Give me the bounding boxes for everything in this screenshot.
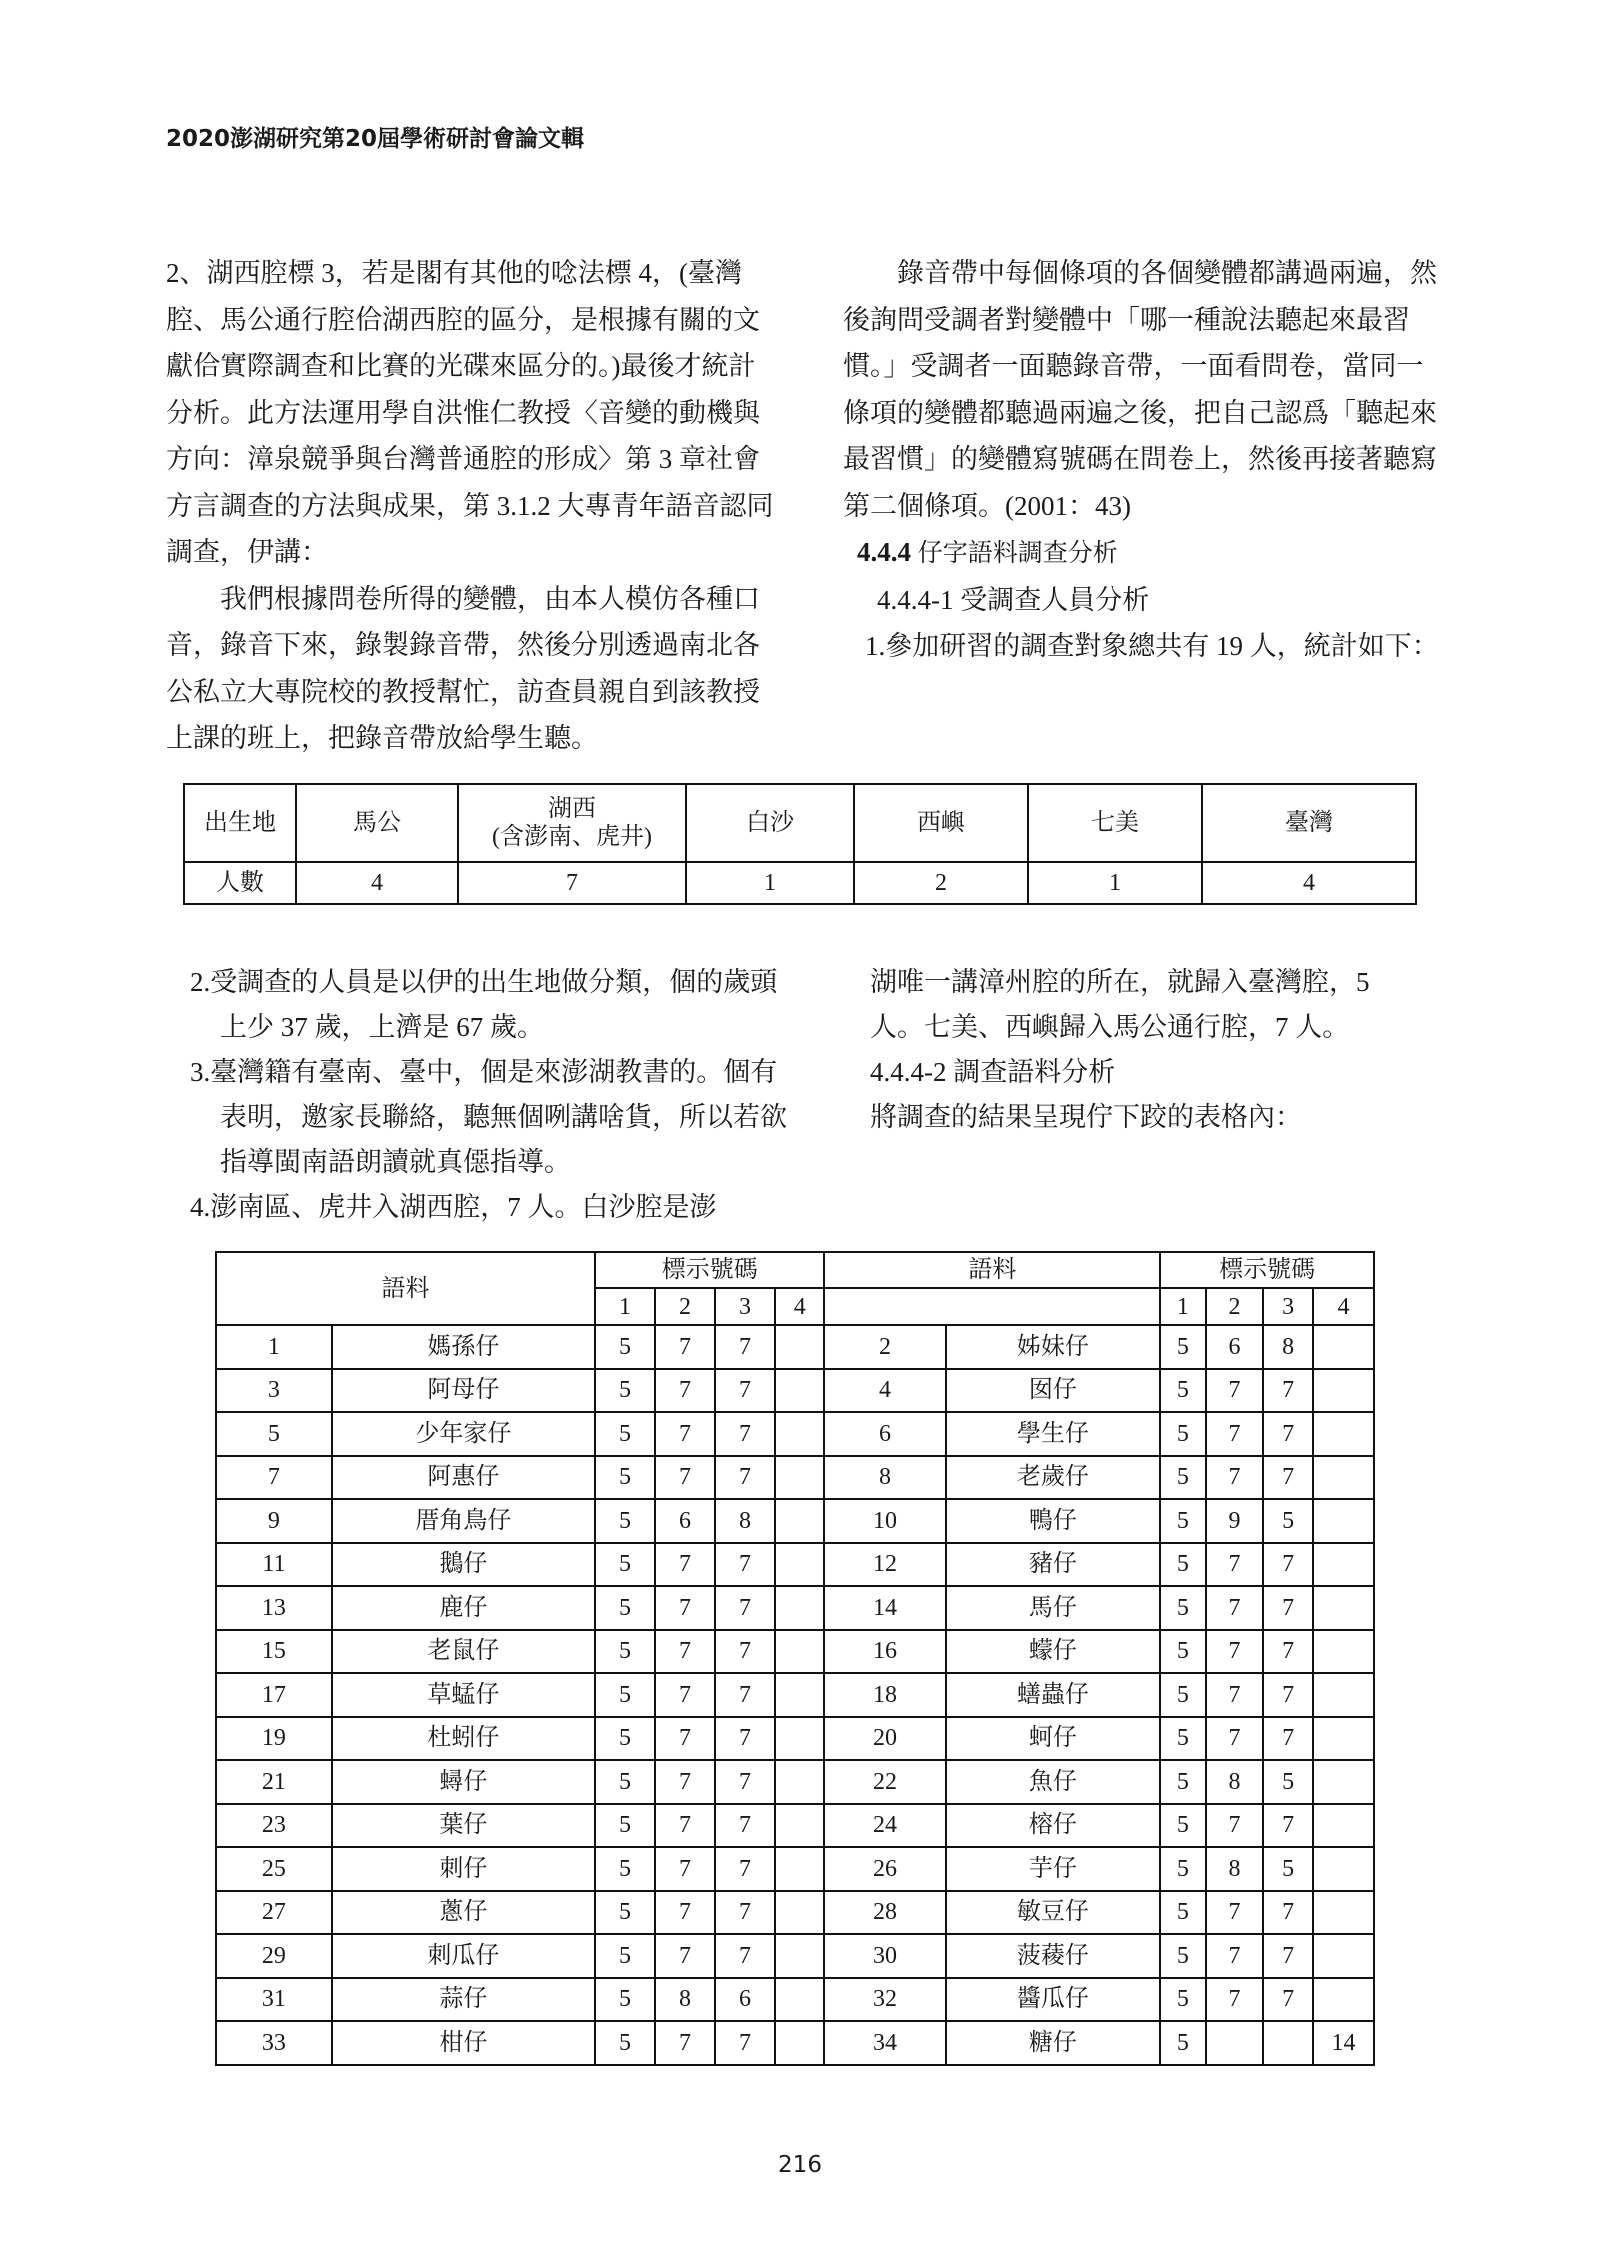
code-cell: 5 bbox=[1263, 1760, 1312, 1804]
item-word: 刺仔 bbox=[332, 1847, 595, 1891]
code-cell bbox=[1313, 1717, 1374, 1761]
item-word: 媽孫仔 bbox=[332, 1325, 595, 1369]
code-cell: 7 bbox=[715, 1717, 775, 1761]
table-row bbox=[216, 1543, 1374, 1587]
code-column-header: 3 bbox=[1263, 1288, 1312, 1325]
code-cell: 7 bbox=[1206, 1934, 1264, 1978]
code-cell bbox=[775, 1847, 824, 1891]
code-cell: 7 bbox=[655, 1891, 715, 1935]
paragraph-method: 2、湖西腔標 3，若是閣有其他的唸法標 4，(臺灣腔、馬公通行腔佮湖西腔的區分，是根據有關的文獻佮實際調查和比賽的光碟來區分的。)最後才統計分析。此方法運用學自洪惟仁教授〈音變的動機與方向：漳泉競爭與台灣普通腔的形成〉第 3 章社會方言調查的方法與成果，第 3.1.2 大專青年語音認同調查，伊講： bbox=[166, 258, 774, 567]
code-cell: 5 bbox=[1160, 1934, 1205, 1978]
code-cell: 7 bbox=[1263, 1978, 1312, 2022]
table-row bbox=[216, 2021, 1374, 2065]
code-cell: 5 bbox=[1160, 1586, 1205, 1630]
code-cell: 5 bbox=[1263, 1847, 1312, 1891]
item-number: 12 bbox=[824, 1543, 945, 1587]
item-word: 蟳仔 bbox=[332, 1760, 595, 1804]
item-word: 敏豆仔 bbox=[946, 1891, 1161, 1935]
item-number: 11 bbox=[216, 1543, 332, 1587]
count-cell: 1 bbox=[1028, 862, 1202, 904]
header-codes-left: 標示號碼 bbox=[595, 1252, 824, 1288]
code-cell bbox=[775, 1369, 824, 1413]
table-row bbox=[216, 1325, 1374, 1369]
table-row bbox=[216, 1717, 1374, 1761]
code-cell: 7 bbox=[655, 1586, 715, 1630]
code-cell: 8 bbox=[1206, 1760, 1264, 1804]
item-number: 29 bbox=[216, 1934, 332, 1978]
table-row bbox=[216, 1891, 1374, 1935]
left-column-top bbox=[166, 250, 778, 762]
place-name: 臺灣 bbox=[1285, 810, 1333, 836]
item-word: 少年家仔 bbox=[332, 1412, 595, 1456]
code-cell: 7 bbox=[715, 1673, 775, 1717]
item-number: 7 bbox=[216, 1456, 332, 1500]
item-word: 鹿仔 bbox=[332, 1586, 595, 1630]
code-cell: 5 bbox=[595, 1412, 655, 1456]
table-row bbox=[216, 1630, 1374, 1674]
row-label-birthplace: 出生地 bbox=[184, 784, 296, 862]
table-row bbox=[216, 1673, 1374, 1717]
code-cell: 7 bbox=[1263, 1412, 1312, 1456]
right-column-middle bbox=[870, 960, 1430, 1140]
code-cell bbox=[1263, 2021, 1312, 2065]
code-cell: 7 bbox=[655, 1934, 715, 1978]
item-word: 豬仔 bbox=[946, 1543, 1161, 1587]
code-cell: 7 bbox=[655, 1369, 715, 1413]
item-word: 鴨仔 bbox=[946, 1499, 1161, 1543]
place-name: 白沙 bbox=[746, 810, 794, 836]
code-cell: 7 bbox=[1263, 1891, 1312, 1935]
item-number: 5 bbox=[216, 1412, 332, 1456]
item-number: 28 bbox=[824, 1891, 945, 1935]
code-cell: 5 bbox=[1263, 1499, 1312, 1543]
code-cell: 7 bbox=[1206, 1369, 1264, 1413]
code-cell: 7 bbox=[715, 1847, 775, 1891]
item-number: 13 bbox=[216, 1586, 332, 1630]
code-cell: 7 bbox=[715, 1760, 775, 1804]
code-cell: 9 bbox=[1206, 1499, 1264, 1543]
code-cell: 5 bbox=[1160, 1804, 1205, 1848]
item-word: 草蜢仔 bbox=[332, 1673, 595, 1717]
count-row bbox=[184, 862, 1416, 904]
code-column-header: 4 bbox=[775, 1288, 824, 1325]
code-cell bbox=[1313, 1673, 1374, 1717]
table-row bbox=[216, 1847, 1374, 1891]
code-cell: 7 bbox=[655, 1543, 715, 1587]
code-cell: 8 bbox=[1263, 1325, 1312, 1369]
code-cell: 7 bbox=[1206, 1543, 1264, 1587]
code-cell: 7 bbox=[1206, 1456, 1264, 1500]
item-number: 24 bbox=[824, 1804, 945, 1848]
item-number: 32 bbox=[824, 1978, 945, 2022]
code-cell bbox=[775, 1499, 824, 1543]
code-cell: 7 bbox=[1206, 1804, 1264, 1848]
code-cell: 5 bbox=[595, 1760, 655, 1804]
count-cell: 4 bbox=[296, 862, 458, 904]
code-cell: 5 bbox=[595, 1499, 655, 1543]
item-word: 糖仔 bbox=[946, 2021, 1161, 2065]
corpus-table bbox=[215, 1251, 1375, 2066]
left-column-middle bbox=[190, 960, 790, 1230]
code-cell: 5 bbox=[595, 1978, 655, 2022]
code-cell bbox=[1313, 1630, 1374, 1674]
item-word: 芋仔 bbox=[946, 1847, 1161, 1891]
place-cell bbox=[1028, 784, 1202, 862]
code-cell bbox=[1313, 1325, 1374, 1369]
code-cell bbox=[775, 1717, 824, 1761]
quote-paragraph-2: 錄音帶中每個條項的各個變體都講過兩遍，然後詢問受調者對變體中「哪一種說法聽起來最習慣。」受調者一面聽錄音帶，一面看問卷，當同一條項的變體都聽過兩遍之後，把自己認爲「聽起來最習慣」的變體寫號碼在問卷上，然後再接著聽寫第二個條項。(2001：43) bbox=[843, 258, 1437, 521]
item-word: 蔥仔 bbox=[332, 1891, 595, 1935]
running-header: 2020澎湖研究第20屆學術研討會論文輯 bbox=[166, 126, 585, 152]
code-cell: 7 bbox=[1263, 1934, 1312, 1978]
birthplace-table bbox=[183, 783, 1417, 905]
item-number: 21 bbox=[216, 1760, 332, 1804]
code-cell: 7 bbox=[715, 1412, 775, 1456]
table-header-row bbox=[216, 1252, 1374, 1288]
code-cell: 7 bbox=[1263, 1630, 1312, 1674]
code-cell: 7 bbox=[655, 1847, 715, 1891]
item-number: 16 bbox=[824, 1630, 945, 1674]
code-cell: 5 bbox=[1160, 1630, 1205, 1674]
code-cell: 7 bbox=[715, 1543, 775, 1587]
code-cell: 5 bbox=[595, 1456, 655, 1500]
item-word: 蟮蟲仔 bbox=[946, 1673, 1161, 1717]
code-cell: 7 bbox=[715, 1369, 775, 1413]
code-cell: 6 bbox=[655, 1499, 715, 1543]
item-word: 刺瓜仔 bbox=[332, 1934, 595, 1978]
item-number: 30 bbox=[824, 1934, 945, 1978]
item-word: 學生仔 bbox=[946, 1412, 1161, 1456]
code-cell bbox=[1313, 1543, 1374, 1587]
item-number: 18 bbox=[824, 1673, 945, 1717]
item-number: 3 bbox=[216, 1369, 332, 1413]
code-column-header: 4 bbox=[1313, 1288, 1374, 1325]
item-number: 25 bbox=[216, 1847, 332, 1891]
right-column-top bbox=[843, 250, 1449, 670]
table-row bbox=[216, 1934, 1374, 1978]
code-cell: 7 bbox=[715, 1630, 775, 1674]
code-cell: 7 bbox=[1206, 1978, 1264, 2022]
place-name: 七美 bbox=[1091, 810, 1139, 836]
item-word: 姊妹仔 bbox=[946, 1325, 1161, 1369]
code-cell: 5 bbox=[1160, 1978, 1205, 2022]
code-cell: 7 bbox=[655, 1717, 715, 1761]
item-word: 馬仔 bbox=[946, 1586, 1161, 1630]
place-cell bbox=[458, 784, 686, 862]
code-cell bbox=[775, 1543, 824, 1587]
item-number: 26 bbox=[824, 1847, 945, 1891]
item-word: 柑仔 bbox=[332, 2021, 595, 2065]
code-cell: 7 bbox=[1206, 1586, 1264, 1630]
code-cell: 8 bbox=[715, 1499, 775, 1543]
item-number: 34 bbox=[824, 2021, 945, 2065]
code-cell: 5 bbox=[1160, 2021, 1205, 2065]
code-cell: 7 bbox=[655, 1630, 715, 1674]
table-row bbox=[216, 1499, 1374, 1543]
code-cell: 7 bbox=[655, 1456, 715, 1500]
code-cell: 5 bbox=[1160, 1847, 1205, 1891]
item-number: 31 bbox=[216, 1978, 332, 2022]
item-number: 4 bbox=[824, 1369, 945, 1413]
code-cell: 7 bbox=[655, 2021, 715, 2065]
code-cell bbox=[775, 1325, 824, 1369]
item-number: 6 bbox=[824, 1412, 945, 1456]
section-number: 4.4.4 bbox=[857, 537, 911, 567]
item-number: 33 bbox=[216, 2021, 332, 2065]
subsection-heading-2: 4.4.4-2 調查語料分析 bbox=[870, 1057, 1116, 1087]
code-cell: 7 bbox=[655, 1673, 715, 1717]
table-row bbox=[216, 1804, 1374, 1848]
item-word: 老鼠仔 bbox=[332, 1630, 595, 1674]
code-cell: 7 bbox=[715, 2021, 775, 2065]
table-row bbox=[216, 1978, 1374, 2022]
code-cell bbox=[1206, 2021, 1264, 2065]
row-label-count: 人數 bbox=[184, 862, 296, 904]
code-cell: 7 bbox=[655, 1760, 715, 1804]
code-cell: 7 bbox=[1263, 1673, 1312, 1717]
code-cell: 7 bbox=[1206, 1717, 1264, 1761]
item-number: 9 bbox=[216, 1499, 332, 1543]
code-cell: 5 bbox=[595, 1543, 655, 1587]
code-cell bbox=[1313, 1586, 1374, 1630]
item-number: 15 bbox=[216, 1630, 332, 1674]
code-cell: 7 bbox=[1263, 1456, 1312, 1500]
place-cell bbox=[854, 784, 1028, 862]
code-cell: 7 bbox=[1263, 1543, 1312, 1587]
code-cell bbox=[775, 1760, 824, 1804]
item-number: 19 bbox=[216, 1717, 332, 1761]
code-cell bbox=[775, 1891, 824, 1935]
item-number: 14 bbox=[824, 1586, 945, 1630]
code-cell: 5 bbox=[595, 2021, 655, 2065]
blank-subheader bbox=[824, 1288, 1160, 1325]
code-cell bbox=[775, 1412, 824, 1456]
item-word: 杜蚓仔 bbox=[332, 1717, 595, 1761]
code-cell bbox=[775, 2021, 824, 2065]
code-column-header: 1 bbox=[595, 1288, 655, 1325]
code-cell: 5 bbox=[595, 1934, 655, 1978]
item-word: 葉仔 bbox=[332, 1804, 595, 1848]
code-cell: 7 bbox=[715, 1804, 775, 1848]
code-cell: 5 bbox=[1160, 1412, 1205, 1456]
place-cell bbox=[296, 784, 458, 862]
list-item-2: 2.受調查的人員是以伊的出生地做分類，個的歲頭上少 37 歲，上濟是 67 歲。 bbox=[190, 967, 778, 1042]
header-corpus-left: 語料 bbox=[216, 1252, 595, 1325]
code-cell: 5 bbox=[595, 1586, 655, 1630]
code-column-header: 2 bbox=[1206, 1288, 1264, 1325]
table-row bbox=[216, 1412, 1374, 1456]
code-cell bbox=[775, 1586, 824, 1630]
code-cell: 5 bbox=[595, 1847, 655, 1891]
quote-paragraph-1: 我們根據問卷所得的變體，由本人模仿各種口音，錄音下來，錄製錄音帶，然後分別透過南北各公私立大專院校的教授幫忙，訪查員親自到該教授上課的班上，把錄音帶放給學生聽。 bbox=[166, 583, 760, 753]
item-word: 蒜仔 bbox=[332, 1978, 595, 2022]
code-cell: 5 bbox=[1160, 1543, 1205, 1587]
item-word: 魚仔 bbox=[946, 1760, 1161, 1804]
table-row bbox=[216, 1456, 1374, 1500]
code-cell bbox=[1313, 1412, 1374, 1456]
item-word: 厝角鳥仔 bbox=[332, 1499, 595, 1543]
code-cell: 5 bbox=[1160, 1369, 1205, 1413]
count-cell: 4 bbox=[1202, 862, 1416, 904]
code-cell: 7 bbox=[655, 1804, 715, 1848]
code-cell: 7 bbox=[1206, 1412, 1264, 1456]
table-intro: 將調查的結果呈現佇下跤的表格內： bbox=[870, 1102, 1302, 1132]
code-column-header: 3 bbox=[715, 1288, 775, 1325]
place-name: 湖西 bbox=[548, 796, 596, 822]
code-cell: 5 bbox=[1160, 1760, 1205, 1804]
code-cell: 5 bbox=[1160, 1456, 1205, 1500]
code-cell bbox=[775, 1978, 824, 2022]
code-cell bbox=[775, 1456, 824, 1500]
place-name: 馬公 bbox=[353, 810, 401, 836]
page-number: 216 bbox=[778, 2152, 822, 2178]
code-column-header: 2 bbox=[655, 1288, 715, 1325]
code-cell: 7 bbox=[1206, 1630, 1264, 1674]
place-note: (含澎南、虎井) bbox=[492, 824, 652, 850]
code-cell bbox=[1313, 1760, 1374, 1804]
code-cell: 7 bbox=[1263, 1804, 1312, 1848]
table-row bbox=[216, 1369, 1374, 1413]
code-cell bbox=[775, 1934, 824, 1978]
code-cell: 5 bbox=[1160, 1717, 1205, 1761]
table-row bbox=[216, 1586, 1374, 1630]
code-cell bbox=[1313, 1499, 1374, 1543]
list-item-1: 1.參加研習的調查對象總共有 19 人，統計如下： bbox=[865, 631, 1439, 661]
item-number: 17 bbox=[216, 1673, 332, 1717]
place-cell bbox=[1202, 784, 1416, 862]
code-cell: 7 bbox=[715, 1325, 775, 1369]
code-cell: 14 bbox=[1313, 2021, 1374, 2065]
code-cell: 7 bbox=[1206, 1891, 1264, 1935]
code-cell bbox=[1313, 1369, 1374, 1413]
code-cell: 7 bbox=[1263, 1369, 1312, 1413]
section-heading bbox=[843, 529, 1449, 577]
count-cell: 1 bbox=[686, 862, 854, 904]
item-number: 1 bbox=[216, 1325, 332, 1369]
item-word: 蠓仔 bbox=[946, 1630, 1161, 1674]
code-cell: 5 bbox=[1160, 1499, 1205, 1543]
item-word: 蚵仔 bbox=[946, 1717, 1161, 1761]
code-cell: 6 bbox=[715, 1978, 775, 2022]
item-word: 菠薐仔 bbox=[946, 1934, 1161, 1978]
code-cell bbox=[775, 1630, 824, 1674]
code-cell: 5 bbox=[1160, 1673, 1205, 1717]
code-cell: 7 bbox=[1206, 1673, 1264, 1717]
code-cell: 5 bbox=[595, 1325, 655, 1369]
code-cell: 8 bbox=[655, 1978, 715, 2022]
place-cell bbox=[686, 784, 854, 862]
item-word: 老歲仔 bbox=[946, 1456, 1161, 1500]
list-item-4-continued: 湖唯一講漳州腔的所在，就歸入臺灣腔，5 人。七美、西嶼歸入馬公通行腔，7 人。 bbox=[870, 967, 1370, 1042]
item-number: 23 bbox=[216, 1804, 332, 1848]
item-word: 榕仔 bbox=[946, 1804, 1161, 1848]
code-cell bbox=[775, 1804, 824, 1848]
code-cell: 6 bbox=[1206, 1325, 1264, 1369]
code-cell: 7 bbox=[655, 1412, 715, 1456]
code-cell: 7 bbox=[715, 1934, 775, 1978]
code-cell: 5 bbox=[595, 1804, 655, 1848]
code-cell: 5 bbox=[595, 1630, 655, 1674]
code-cell bbox=[1313, 1978, 1374, 2022]
code-column-header: 1 bbox=[1160, 1288, 1205, 1325]
item-word: 阿惠仔 bbox=[332, 1456, 595, 1500]
code-cell: 5 bbox=[1160, 1325, 1205, 1369]
code-cell bbox=[1313, 1934, 1374, 1978]
count-cell: 2 bbox=[854, 862, 1028, 904]
item-number: 22 bbox=[824, 1760, 945, 1804]
table-row bbox=[216, 1760, 1374, 1804]
code-cell: 7 bbox=[715, 1456, 775, 1500]
birthplace-row bbox=[184, 784, 1416, 862]
code-cell: 7 bbox=[715, 1586, 775, 1630]
code-cell: 5 bbox=[595, 1717, 655, 1761]
item-number: 20 bbox=[824, 1717, 945, 1761]
header-codes-right: 標示號碼 bbox=[1160, 1252, 1374, 1288]
list-item-4: 4.澎南區、虎井入湖西腔，7 人。白沙腔是澎 bbox=[190, 1192, 717, 1222]
code-cell: 5 bbox=[595, 1673, 655, 1717]
item-number: 27 bbox=[216, 1891, 332, 1935]
subsection-heading-1: 4.4.4-1 受調查人員分析 bbox=[877, 584, 1150, 615]
code-cell bbox=[1313, 1804, 1374, 1848]
place-name: 西嶼 bbox=[917, 810, 965, 836]
count-cell: 7 bbox=[458, 862, 686, 904]
code-cell bbox=[1313, 1456, 1374, 1500]
code-cell: 5 bbox=[595, 1369, 655, 1413]
code-cell: 7 bbox=[715, 1891, 775, 1935]
code-cell bbox=[775, 1673, 824, 1717]
item-number: 2 bbox=[824, 1325, 945, 1369]
section-title: 仔字語料調查分析 bbox=[917, 538, 1118, 567]
code-cell: 7 bbox=[1263, 1717, 1312, 1761]
item-number: 10 bbox=[824, 1499, 945, 1543]
code-cell: 5 bbox=[595, 1891, 655, 1935]
list-item-3: 3.臺灣籍有臺南、臺中，個是來澎湖教書的。個有表明，邀家長聯絡，聽無個咧講啥貨，所以若欲指導閩南語朗讀就真僫指導。 bbox=[190, 1057, 787, 1177]
item-word: 阿母仔 bbox=[332, 1369, 595, 1413]
code-cell: 8 bbox=[1206, 1847, 1264, 1891]
item-word: 囡仔 bbox=[946, 1369, 1161, 1413]
code-cell: 7 bbox=[655, 1325, 715, 1369]
header-corpus-right: 語料 bbox=[824, 1252, 1160, 1288]
item-word: 醬瓜仔 bbox=[946, 1978, 1161, 2022]
item-word: 鵝仔 bbox=[332, 1543, 595, 1587]
code-cell: 5 bbox=[1160, 1891, 1205, 1935]
item-number: 8 bbox=[824, 1456, 945, 1500]
code-cell bbox=[1313, 1891, 1374, 1935]
code-cell bbox=[1313, 1847, 1374, 1891]
code-cell: 7 bbox=[1263, 1586, 1312, 1630]
